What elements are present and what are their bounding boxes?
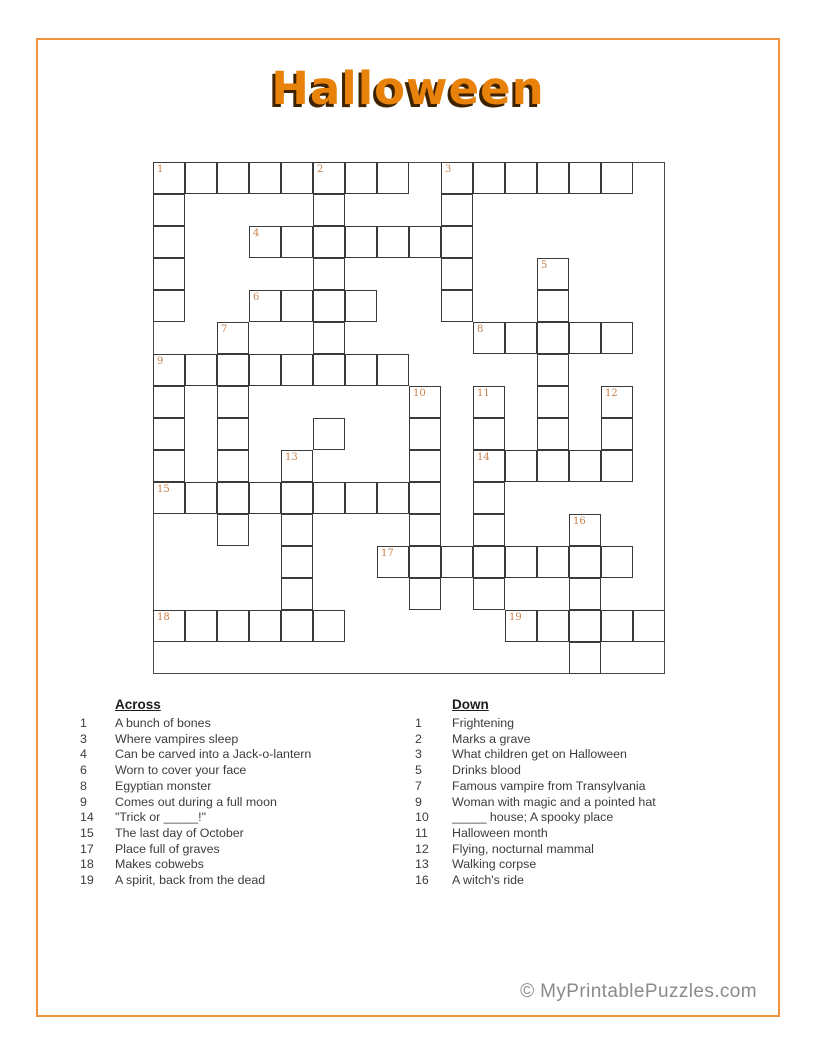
cell-number: 5	[541, 260, 548, 271]
grid-cell[interactable]	[281, 226, 313, 258]
clue-text: What children get on Halloween	[452, 747, 627, 762]
cell-number: 12	[605, 388, 618, 399]
grid-cell[interactable]	[249, 482, 281, 514]
clue-number: 11	[415, 825, 428, 840]
down-clue-item	[415, 826, 745, 842]
grid-cell[interactable]	[217, 450, 249, 482]
grid-cell[interactable]	[281, 546, 313, 578]
grid-cell[interactable]	[281, 290, 313, 322]
grid-cell[interactable]	[153, 258, 185, 290]
grid-cell[interactable]	[537, 322, 569, 354]
grid-cell[interactable]	[281, 450, 313, 482]
grid-cell[interactable]	[505, 162, 537, 194]
across-clue-item	[80, 873, 410, 889]
grid-cell[interactable]	[409, 514, 441, 546]
grid-cell[interactable]	[569, 450, 601, 482]
grid-cell[interactable]	[505, 450, 537, 482]
across-clue-item	[80, 716, 410, 732]
grid-cell[interactable]	[473, 514, 505, 546]
grid-cell[interactable]	[569, 322, 601, 354]
grid-cell[interactable]	[377, 546, 409, 578]
grid-cell[interactable]	[441, 162, 473, 194]
grid-cell[interactable]	[441, 546, 473, 578]
across-clue-item	[80, 732, 410, 748]
grid-cell[interactable]	[473, 386, 505, 418]
grid-cell[interactable]	[313, 354, 345, 386]
clue-number: 2	[415, 731, 422, 746]
clue-number: 3	[80, 731, 87, 746]
clue-text: Famous vampire from Transylvania	[452, 778, 646, 793]
across-clue-item	[80, 857, 410, 873]
grid-cell[interactable]	[345, 354, 377, 386]
grid-cell[interactable]	[473, 322, 505, 354]
grid-cell[interactable]	[249, 290, 281, 322]
clue-number: 9	[415, 794, 422, 809]
grid-cell[interactable]	[185, 610, 217, 642]
cell-number: 1	[157, 164, 164, 175]
grid-cell[interactable]	[217, 162, 249, 194]
clue-number: 7	[415, 778, 422, 793]
down-clues	[415, 697, 745, 889]
clue-text: A witch's ride	[452, 873, 524, 888]
grid-cell[interactable]	[153, 226, 185, 258]
grid-cell[interactable]	[601, 546, 633, 578]
grid-cell[interactable]	[281, 514, 313, 546]
grid-cell[interactable]	[377, 354, 409, 386]
grid-cell[interactable]	[153, 194, 185, 226]
clue-number: 1	[415, 716, 422, 730]
grid-cell[interactable]	[505, 610, 537, 642]
clue-text: Frightening	[452, 716, 514, 730]
clue-text: Woman with magic and a pointed hat	[452, 794, 656, 809]
cell-number: 16	[573, 516, 586, 527]
grid-cell[interactable]	[249, 610, 281, 642]
clue-text: "Trick or _____!"	[115, 810, 206, 825]
grid-cell[interactable]	[313, 482, 345, 514]
clue-number: 6	[80, 763, 87, 778]
down-heading: Down	[452, 697, 489, 712]
across-clue-list	[80, 716, 410, 889]
down-clue-item	[415, 857, 745, 873]
grid-cell[interactable]	[281, 578, 313, 610]
grid-cell[interactable]	[537, 386, 569, 418]
grid-cell[interactable]	[441, 258, 473, 290]
cell-number: 11	[477, 388, 490, 399]
across-heading: Across	[115, 697, 161, 712]
grid-cell[interactable]	[601, 162, 633, 194]
grid-cell[interactable]	[313, 258, 345, 290]
cell-number: 2	[317, 164, 324, 175]
grid-cell[interactable]	[409, 450, 441, 482]
grid-cell[interactable]	[537, 450, 569, 482]
across-clue-item	[80, 779, 410, 795]
cell-number: 19	[509, 612, 522, 623]
grid-cell[interactable]	[185, 482, 217, 514]
grid-cell[interactable]	[185, 162, 217, 194]
clue-text: A bunch of bones	[115, 716, 211, 730]
grid-cell[interactable]	[153, 482, 185, 514]
clue-number: 12	[415, 841, 429, 856]
grid-cell[interactable]	[345, 482, 377, 514]
grid-cell[interactable]	[249, 354, 281, 386]
clue-text: Marks a grave	[452, 731, 531, 746]
grid-cell[interactable]	[409, 578, 441, 610]
cell-number: 17	[381, 548, 394, 559]
grid-cell[interactable]	[601, 610, 633, 642]
grid-cell[interactable]	[313, 610, 345, 642]
grid-cell[interactable]	[377, 482, 409, 514]
grid-cell[interactable]	[153, 162, 185, 194]
cell-number: 4	[253, 228, 260, 239]
grid-cell[interactable]	[537, 354, 569, 386]
page-title: Halloween	[271, 62, 545, 115]
grid-cell[interactable]	[153, 450, 185, 482]
grid-cell[interactable]	[313, 226, 345, 258]
grid-cell[interactable]	[601, 418, 633, 450]
grid-cell[interactable]	[441, 226, 473, 258]
grid-cell[interactable]	[473, 546, 505, 578]
grid-cell[interactable]	[409, 418, 441, 450]
down-clue-item	[415, 747, 745, 763]
clue-number: 10	[415, 810, 429, 825]
grid-cell[interactable]	[473, 418, 505, 450]
grid-cell[interactable]	[217, 322, 249, 354]
clue-number: 9	[80, 794, 87, 809]
grid-cell[interactable]	[409, 546, 441, 578]
clue-text: A spirit, back from the dead	[115, 873, 266, 888]
cell-number: 14	[477, 452, 490, 463]
across-clue-item	[80, 810, 410, 826]
grid-cell[interactable]	[537, 290, 569, 322]
clue-text: Worn to cover your face	[115, 763, 247, 778]
clue-text: _____ house; A spooky place	[452, 810, 614, 825]
cell-number: 6	[253, 292, 260, 303]
clue-text: Comes out during a full moon	[115, 794, 277, 809]
cell-number: 18	[157, 612, 170, 623]
grid-cell[interactable]	[473, 162, 505, 194]
cell-number: 7	[221, 324, 228, 335]
down-clue-item	[415, 732, 745, 748]
grid-cell[interactable]	[505, 546, 537, 578]
grid-cell[interactable]	[409, 386, 441, 418]
clue-number: 8	[80, 778, 87, 793]
grid-cell[interactable]	[153, 354, 185, 386]
grid-cell[interactable]	[505, 322, 537, 354]
grid-cell[interactable]	[313, 290, 345, 322]
grid-cell[interactable]	[153, 418, 185, 450]
grid-cell[interactable]	[409, 482, 441, 514]
grid-cell[interactable]	[569, 546, 601, 578]
grid-cell[interactable]	[345, 162, 377, 194]
grid-cell[interactable]	[569, 578, 601, 610]
clue-number: 5	[415, 763, 422, 778]
clue-number: 15	[80, 825, 94, 840]
grid-cell[interactable]	[569, 642, 601, 674]
grid-cell[interactable]	[633, 610, 665, 642]
grid-cell[interactable]	[313, 194, 345, 226]
grid-cell[interactable]	[441, 290, 473, 322]
grid-cell[interactable]	[313, 418, 345, 450]
grid-cell[interactable]	[217, 386, 249, 418]
across-clue-item	[80, 747, 410, 763]
grid-cell[interactable]	[281, 482, 313, 514]
clue-number: 14	[80, 810, 94, 825]
clue-number: 17	[80, 841, 94, 856]
clue-text: Place full of graves	[115, 841, 220, 856]
grid-cell[interactable]	[217, 482, 249, 514]
grid-cell[interactable]	[569, 162, 601, 194]
cell-number: 15	[157, 484, 170, 495]
cell-number: 8	[477, 324, 484, 335]
down-clue-item	[415, 779, 745, 795]
clue-text: The last day of October	[115, 825, 244, 840]
grid-cell[interactable]	[441, 194, 473, 226]
grid-cell[interactable]	[409, 226, 441, 258]
grid-cell[interactable]	[185, 354, 217, 386]
grid-cell[interactable]	[601, 322, 633, 354]
grid-cell[interactable]	[569, 514, 601, 546]
down-clue-list	[415, 716, 745, 889]
cell-number: 9	[157, 356, 164, 367]
grid-cell[interactable]	[537, 418, 569, 450]
grid-cell[interactable]	[281, 610, 313, 642]
grid-cell[interactable]	[217, 610, 249, 642]
across-clue-item	[80, 795, 410, 811]
grid-cell[interactable]	[473, 578, 505, 610]
grid-cell[interactable]	[217, 418, 249, 450]
across-clue-item	[80, 763, 410, 779]
grid-cell[interactable]	[345, 290, 377, 322]
clue-text: Makes cobwebs	[115, 857, 204, 872]
clue-number: 18	[80, 857, 94, 872]
crossword-grid	[153, 162, 665, 674]
cell-number: 3	[445, 164, 452, 175]
clue-number: 16	[415, 873, 429, 888]
grid-cell[interactable]	[377, 162, 409, 194]
grid-cell[interactable]	[345, 226, 377, 258]
across-clue-item	[80, 826, 410, 842]
grid-cell[interactable]	[153, 610, 185, 642]
across-clues	[80, 697, 410, 889]
grid-cell[interactable]	[217, 514, 249, 546]
grid-cell[interactable]	[377, 226, 409, 258]
grid-cell[interactable]	[217, 354, 249, 386]
grid-cell[interactable]	[569, 610, 601, 642]
down-clue-item	[415, 795, 745, 811]
across-clue-item	[80, 842, 410, 858]
down-clue-item	[415, 842, 745, 858]
grid-cell[interactable]	[537, 546, 569, 578]
clue-number: 13	[415, 857, 429, 872]
cell-number: 10	[413, 388, 426, 399]
clue-number: 3	[415, 747, 422, 762]
clue-text: Drinks blood	[452, 763, 521, 778]
down-clue-item	[415, 763, 745, 779]
down-clue-item	[415, 810, 745, 826]
grid-cell[interactable]	[281, 162, 313, 194]
grid-cell[interactable]	[249, 162, 281, 194]
clue-number: 1	[80, 716, 87, 730]
clue-text: Walking corpse	[452, 857, 537, 872]
grid-cell[interactable]	[249, 226, 281, 258]
grid-cell[interactable]	[473, 450, 505, 482]
grid-cell[interactable]	[281, 354, 313, 386]
down-clue-item	[415, 873, 745, 889]
down-clue-item	[415, 716, 745, 732]
grid-cell[interactable]	[601, 386, 633, 418]
clue-text: Where vampires sleep	[115, 731, 239, 746]
grid-cell[interactable]	[537, 610, 569, 642]
grid-cell[interactable]	[313, 162, 345, 194]
grid-cell[interactable]	[601, 450, 633, 482]
grid-cell[interactable]	[473, 482, 505, 514]
clue-text: Flying, nocturnal mammal	[452, 841, 594, 856]
clue-text: Egyptian monster	[115, 778, 212, 793]
clue-number: 19	[80, 873, 94, 888]
clue-number: 4	[80, 747, 87, 762]
grid-cell[interactable]	[537, 162, 569, 194]
grid-cell[interactable]	[537, 258, 569, 290]
cell-number: 13	[285, 452, 298, 463]
clue-text: Halloween month	[452, 825, 548, 840]
grid-cell[interactable]	[153, 290, 185, 322]
copyright-watermark: © MyPrintablePuzzles.com	[520, 981, 757, 1002]
clue-text: Can be carved into a Jack-o-lantern	[115, 747, 312, 762]
grid-cell[interactable]	[313, 322, 345, 354]
grid-cell[interactable]	[153, 386, 185, 418]
